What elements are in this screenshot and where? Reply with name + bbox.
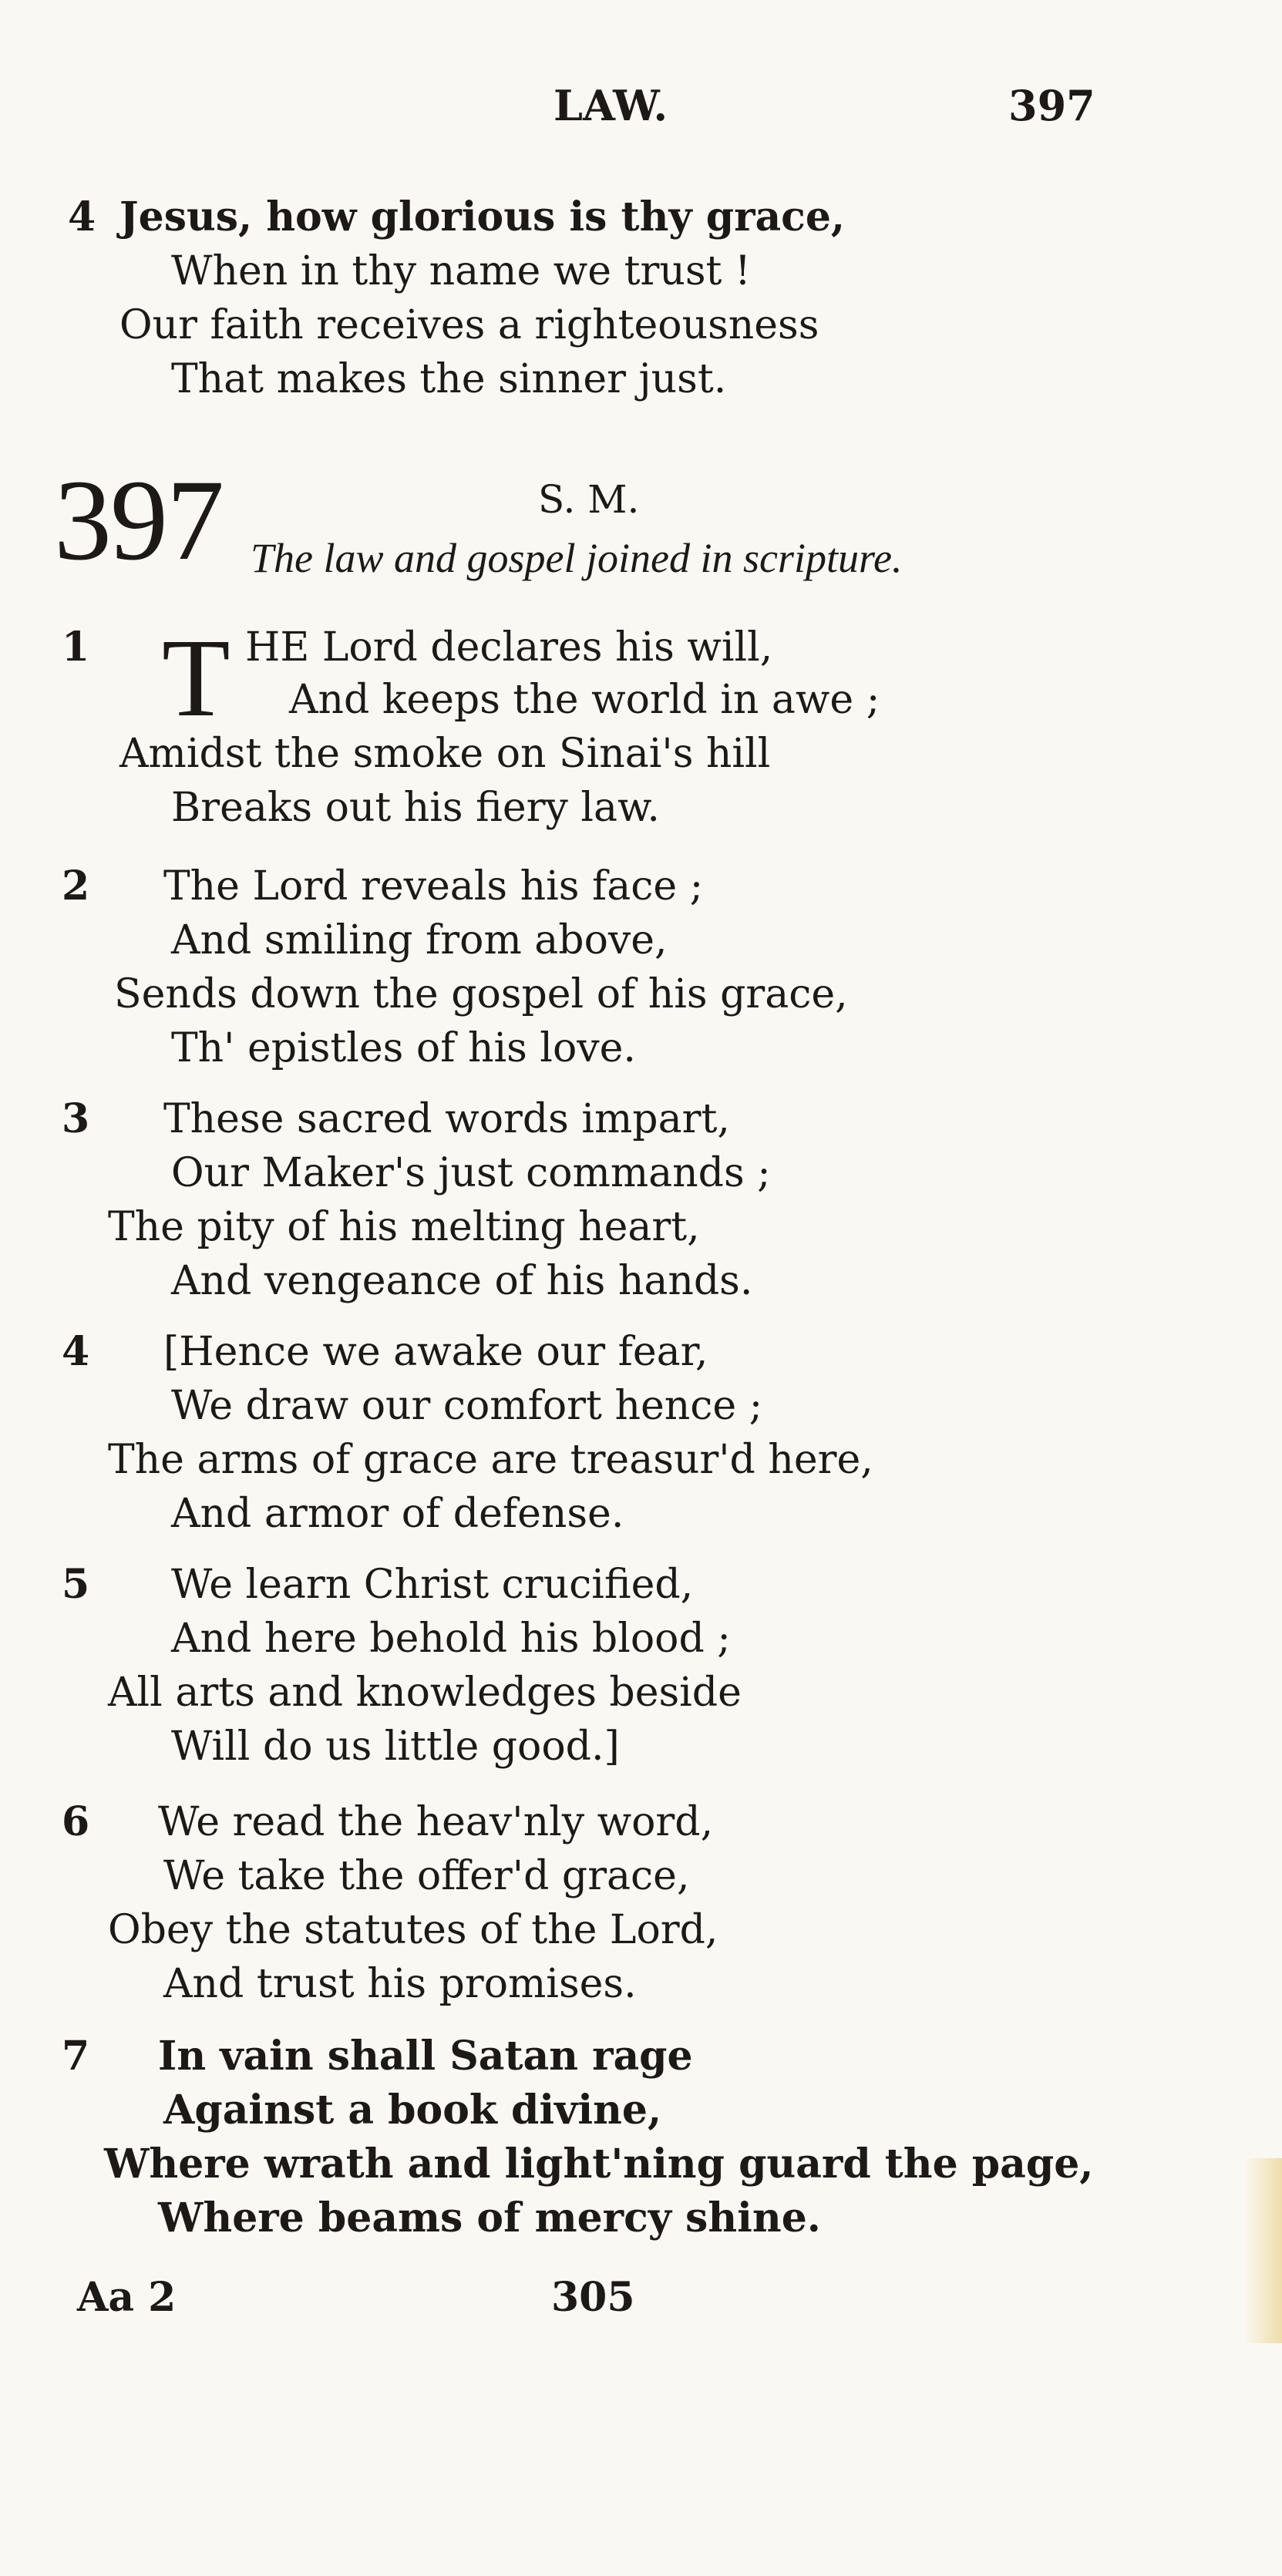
verse-line: The pity of his melting heart, [108,1204,700,1250]
verse-line: We draw our comfort hence ; [171,1383,763,1429]
verse-line: And here behold his blood ; [171,1616,731,1662]
verse-line: Against a book divine, [163,2087,662,2134]
verse-number: 5 [62,1561,90,1608]
verse-line: In vain shall Satan rage [158,2033,693,2080]
verse-line: Amidst the smoke on Sinai's hill [119,731,771,777]
hymn-title: The law and gospel joined in scripture. [251,535,903,581]
verse-line: The arms of grace are treasur'd here, [108,1437,873,1483]
verse-line: And vengeance of his hands. [171,1258,753,1304]
verse-line: Sends down the gospel of his grace, [114,971,848,1017]
verse-line: These sacred words impart, [163,1096,730,1142]
verse-number: 4 [68,193,96,240]
verse-line: Will do us little good.] [171,1723,620,1770]
verse-line: We learn Christ crucified, [171,1562,694,1608]
running-header-section: LAW. [554,81,668,130]
verse-line: Our Maker's just commands ; [171,1150,771,1196]
hymn-meter: S. M. [538,477,640,522]
verse-line: Th' epistles of his love. [171,1025,636,1071]
verse-line: And keeps the world in awe ; [289,677,880,723]
verse-number: 4 [62,1328,90,1375]
verse-line: Breaks out his fiery law. [171,785,660,831]
verse-line: We read the heav'nly word, [158,1799,714,1845]
verse-line: Where wrath and light'ning guard the page, [104,2141,1094,2188]
verse-number: 3 [62,1095,90,1142]
running-header-page-mark: 397 [1008,81,1095,130]
verse-line: And trust his promises. [163,1961,637,2007]
page-number: 305 [551,2274,635,2321]
verse-number: 7 [62,2033,90,2080]
verse-line: Obey the statutes of the Lord, [108,1907,718,1953]
signature-mark: Aa 2 [77,2274,177,2321]
verse-line: We take the offer'd grace, [163,1853,690,1899]
verse-line: The Lord reveals his face ; [163,863,704,910]
verse-line: That makes the sinner just. [171,356,727,402]
verse-line: All arts and knowledges beside [108,1670,742,1716]
verse-line: And armor of defense. [171,1491,624,1537]
verse-line: Where beams of mercy shine. [158,2194,821,2241]
verse-line: Jesus, how glorious is thy grace, [119,193,846,240]
verse-line: When in thy name we trust ! [171,248,751,294]
verse-line: [Hence we awake our fear, [163,1329,708,1375]
verse-number: 6 [62,1798,90,1845]
drop-cap: T [162,617,230,740]
paper-stain [1243,2158,1282,2343]
verse-number: 2 [62,863,90,910]
verse-line: HE Lord declares his will, [245,624,773,671]
verse-line: Our faith receives a righteousness [119,302,819,348]
verse-line: And smiling from above, [171,917,668,963]
verse-number: 1 [62,624,90,671]
hymn-number: 397 [54,456,223,584]
